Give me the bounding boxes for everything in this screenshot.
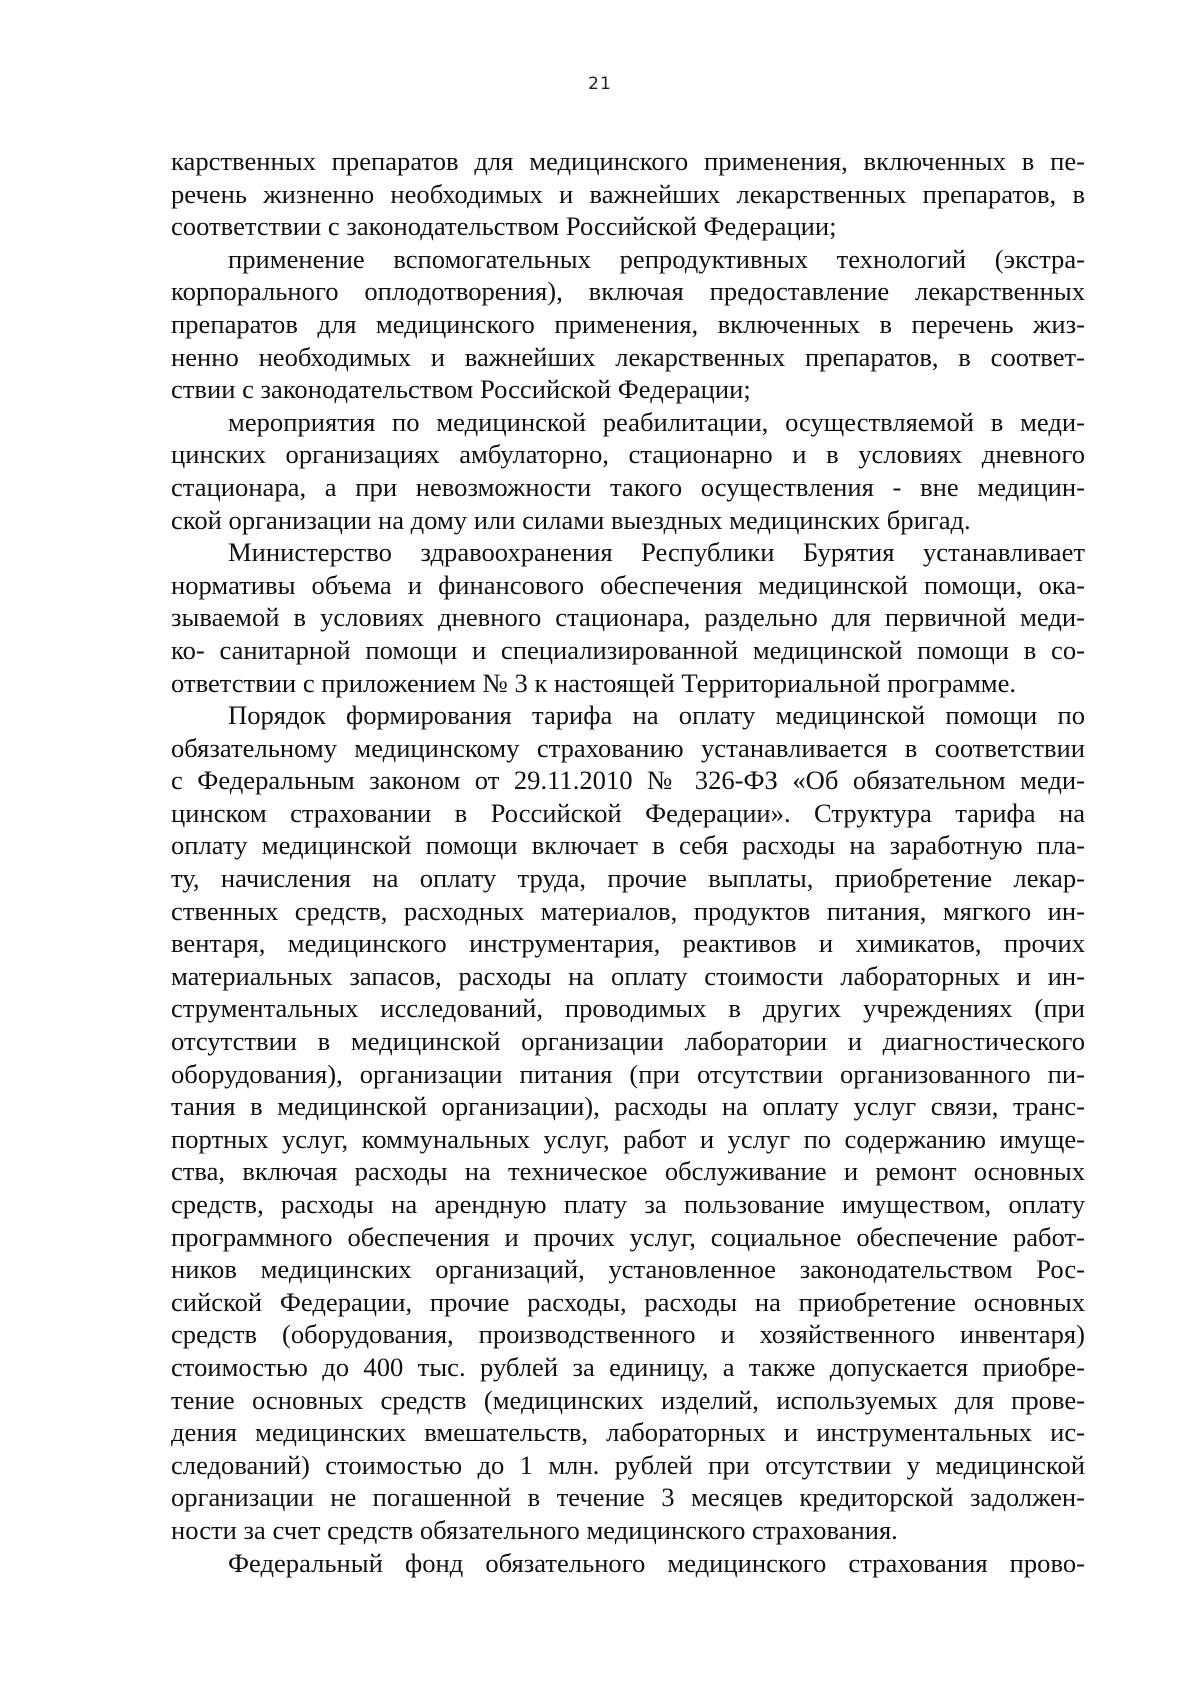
text-line: ответствии с приложением № 3 к настоящей Территориальной программе. <box>171 667 1017 698</box>
text-line: Федеральный фонд обязательного медицинского страхования прово- <box>228 1547 1085 1578</box>
text-line: Порядок формирования тарифа на оплату медицинской помощи по <box>228 700 1085 731</box>
text-line: цинских организациях амбулаторно, стационарно и в условиях дневного <box>171 439 1085 470</box>
text-line: тение основных средств (медицинских изделий, используемых для прове- <box>171 1384 1085 1415</box>
text-line: ственных средств, расходных материалов, продуктов питания, мягкого ин- <box>171 895 1085 926</box>
text-line: ствии с законодательством Российской Федерации; <box>171 374 751 405</box>
text-line: с Федеральным законом от 29.11.2010 № 326-ФЗ «Об обязательном меди- <box>171 765 1085 796</box>
page-number: 21 <box>588 74 612 94</box>
text-line: корпорального оплодотворения), включая предоставление лекарственных <box>171 276 1085 307</box>
text-line: цинском страховании в Российской Федерации». Структура тарифа на <box>171 797 1085 828</box>
text-line: препаратов для медицинского применения, включенных в перечень жиз- <box>171 308 1085 339</box>
text-line: программного обеспечения и прочих услуг, социальное обеспечение работ- <box>171 1221 1085 1252</box>
text-line: стоимостью до 400 тыс. рублей за единицу, а также допускается приобре- <box>171 1351 1085 1382</box>
text-line: ту, начисления на оплату труда, прочие выплаты, приобретение лекар- <box>171 863 1085 894</box>
text-line: средств, расходы на арендную плату за пользование имуществом, оплату <box>171 1189 1085 1219</box>
text-line: Министерство здравоохранения Республики Бурятия устанавливает <box>228 537 1085 568</box>
text-line: материальных запасов, расходы на оплату стоимости лабораторных и ин- <box>171 960 1085 991</box>
text-line: нормативы объема и финансового обеспечения медицинской помощи, ока- <box>171 569 1085 600</box>
text-line: портных услуг, коммунальных услуг, работ и услуг по содержанию имуще- <box>171 1123 1085 1154</box>
text-line: струментальных исследований, проводимых в других учреждениях (при <box>171 993 1085 1024</box>
text-line: ской организации на дому или силами выездных медицинских бригад. <box>171 504 971 535</box>
text-line: дения медицинских вмешательств, лабораторных и инструментальных ис- <box>171 1417 1085 1448</box>
text-line: ства, включая расходы на техническое обслуживание и ремонт основных <box>171 1156 1085 1187</box>
text-line: средств (оборудования, производственного и хозяйственного инвентаря) <box>171 1319 1085 1350</box>
text-line: отсутствии в медицинской организации лаборатории и диагностического <box>171 1026 1085 1057</box>
text-line: сийской Федерации, прочие расходы, расходы на приобретение основных <box>171 1286 1085 1317</box>
text-line: обязательному медицинскому страхованию устанавливается в соответствии <box>171 732 1085 763</box>
text-line: оборудования), организации питания (при отсутствии организованного пи- <box>171 1058 1085 1089</box>
text-line: организации не погашенной в течение 3 месяцев кредиторской задолжен- <box>171 1482 1085 1513</box>
text-line: речень жизненно необходимых и важнейших лекарственных препаратов, в <box>171 178 1085 209</box>
text-line: ников медицинских организаций, установленное законодательством Рос- <box>171 1254 1085 1285</box>
document-body <box>171 145 1085 1579</box>
text-line: мероприятия по медицинской реабилитации, осуществляемой в меди- <box>228 406 1085 437</box>
text-line: стационара, а при невозможности такого осуществления - вне медицин- <box>171 471 1085 502</box>
text-line: применение вспомогательных репродуктивных технологий (экстра- <box>228 243 1085 274</box>
text-line: следований) стоимостью до 1 млн. рублей при отсутствии у медицинской <box>171 1449 1085 1480</box>
text-line: вентаря, медицинского инструментария, реактивов и химикатов, прочих <box>171 928 1085 959</box>
text-line: карственных препаратов для медицинского применения, включенных в пе- <box>171 146 1085 176</box>
text-line: тания в медицинской организации), расходы на оплату услуг связи, транс- <box>171 1091 1085 1122</box>
text-line: соответствии с законодательством Российской Федерации; <box>171 211 837 242</box>
text-line: оплату медицинской помощи включает в себя расходы на заработную пла- <box>171 830 1085 861</box>
text-line: зываемой в условиях дневного стационара, раздельно для первичной меди- <box>171 602 1085 633</box>
text-line: ности за счет средств обязательного медицинского страхования. <box>171 1514 898 1545</box>
text-line: ненно необходимых и важнейших лекарственных препаратов, в соответ- <box>171 341 1085 372</box>
text-line: ко- санитарной помощи и специализированной медицинской помощи в со- <box>171 634 1085 665</box>
